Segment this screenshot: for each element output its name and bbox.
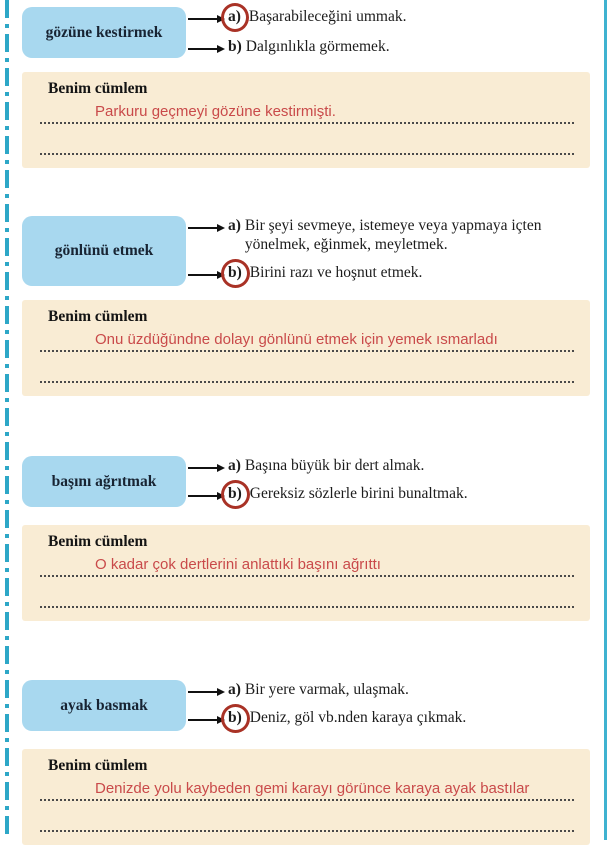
my-sentence-box xyxy=(22,300,590,396)
my-sentence-title: Benim cümlem xyxy=(48,308,148,325)
option-b xyxy=(188,263,602,284)
option-b xyxy=(188,484,602,505)
answer-blank-line xyxy=(40,366,574,383)
option-b xyxy=(188,708,602,729)
my-sentence-title: Benim cümlem xyxy=(48,533,148,550)
options-list xyxy=(186,680,602,731)
idiom-section-ayak-basmak xyxy=(22,680,590,845)
answer-writing-line xyxy=(40,102,574,124)
idiom-term: gönlünü etmek xyxy=(54,242,154,259)
option-text: Bir şeyi sevmeye, istemeye veya yapmaya içten yönelmek, eğinmek, meyletmek. xyxy=(244,217,542,253)
my-sentence-box xyxy=(22,72,590,168)
answer-writing-line xyxy=(40,555,574,577)
option-a xyxy=(188,7,602,28)
my-sentence-title: Benim cümlem xyxy=(48,757,148,774)
definition-row xyxy=(22,7,602,58)
option-text: Başarabileceğini ummak. xyxy=(248,8,407,25)
idiom-section-gozune-kestirmek xyxy=(22,7,590,168)
idiom-term-box xyxy=(22,7,186,58)
option-b xyxy=(188,37,602,56)
option-text: Gereksiz sözlerle birini bunaltmak. xyxy=(249,485,468,502)
arrow-right-icon xyxy=(188,688,226,696)
my-sentence-box xyxy=(22,525,590,621)
options-list xyxy=(186,216,602,286)
option-label: a) xyxy=(228,681,241,698)
handwritten-answer: Denizde yolu kaybeden gemi karayı görünce karaya ayak bastılar xyxy=(95,780,530,797)
option-text: Dalgınlıkla görmemek. xyxy=(245,38,390,55)
option-a xyxy=(188,680,602,699)
idiom-section-basini-agritmak xyxy=(22,456,590,621)
my-sentence-box xyxy=(22,749,590,845)
option-text: Deniz, göl vb.nden karaya çıkmak. xyxy=(249,709,467,726)
arrow-right-icon xyxy=(188,45,226,53)
answer-writing-line xyxy=(40,330,574,352)
option-label: b) xyxy=(228,38,242,55)
option-a xyxy=(188,216,602,254)
definition-row xyxy=(22,456,602,507)
definition-row xyxy=(22,680,602,731)
arrow-right-icon xyxy=(188,224,226,232)
idiom-term-box xyxy=(22,456,186,507)
option-text: Başına büyük bir dert almak. xyxy=(244,457,425,474)
option-label: b) xyxy=(221,480,250,509)
idiom-term-box xyxy=(22,216,186,286)
arrow-right-icon xyxy=(188,464,226,472)
answer-blank-line xyxy=(40,591,574,608)
option-label: b) xyxy=(221,704,250,733)
option-label: b) xyxy=(221,259,250,288)
definition-row xyxy=(22,216,602,286)
handwritten-answer: Onu üzdüğündne dolayı gönlünü etmek için yemek ısmarladı xyxy=(95,331,498,348)
handwritten-answer: O kadar çok dertlerini anlattıki başını ağrıttı xyxy=(95,556,381,573)
idiom-term: başını ağrıtmak xyxy=(51,472,157,490)
idiom-section-gonlunu-etmek xyxy=(22,216,590,396)
option-label: a) xyxy=(221,3,249,32)
option-a xyxy=(188,456,602,475)
answer-blank-line xyxy=(40,815,574,832)
idiom-term: ayak basmak xyxy=(60,696,148,714)
handwritten-answer: Parkuru geçmeyi gözüne kestirmişti. xyxy=(95,103,336,120)
idiom-term: gözüne kestirmek xyxy=(45,23,163,41)
answer-blank-line xyxy=(40,138,574,155)
option-text: Bir yere varmak, ulaşmak. xyxy=(244,681,409,698)
option-text: Birini razı ve hoşnut etmek. xyxy=(249,264,423,281)
answer-writing-line xyxy=(40,779,574,801)
my-sentence-title: Benim cümlem xyxy=(48,80,148,97)
option-label: a) xyxy=(228,217,241,234)
options-list xyxy=(186,7,602,58)
idiom-term-box xyxy=(22,680,186,731)
options-list xyxy=(186,456,602,507)
option-label: a) xyxy=(228,457,241,474)
